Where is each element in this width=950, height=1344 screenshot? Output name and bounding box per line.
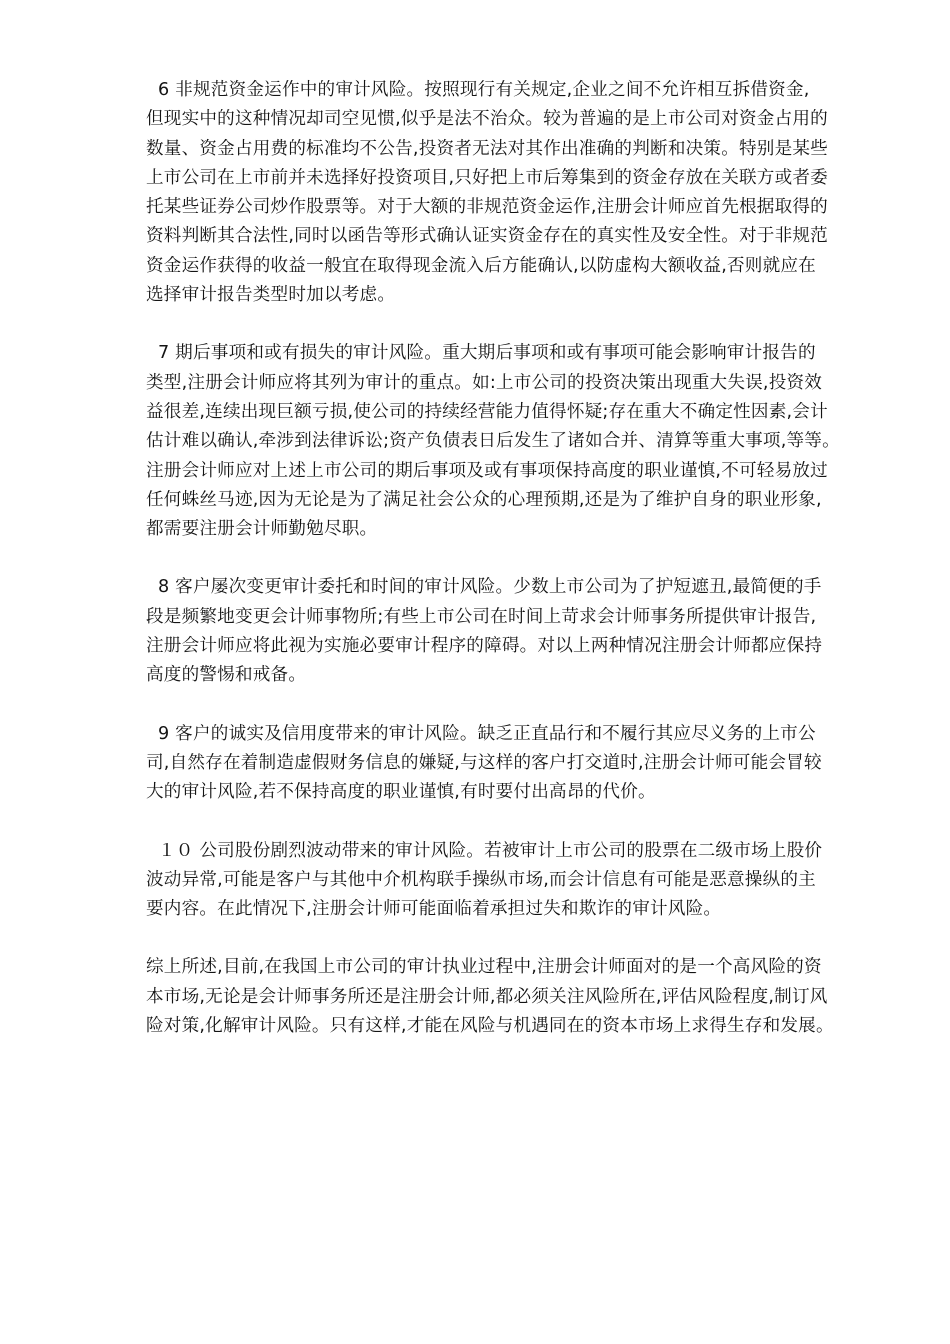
text-line: 都需要注册会计师勤勉尽职。 [146, 519, 378, 540]
text-line: 司,自然存在着制造虚假财务信息的嫌疑,与这样的客户打交道时,注册会计师可能会冒较 [146, 752, 822, 773]
text-line: 资料判断其合法性,同时以函告等形式确认证实资金存在的真实性及安全性。对于非规范 [146, 226, 828, 247]
paragraph-6-nonstandard-funds-risk [146, 76, 876, 310]
paragraph-7-subsequent-events-risk [146, 339, 876, 544]
text-line: 段是频繁地变更会计师事物所;有些上市公司在时间上苛求会计师事务所提供审计报告, [146, 606, 817, 627]
text-line: 益很差,连续出现巨额亏损,使公司的持续经营能力值得怀疑;存在重大不确定性因素,会计 [146, 401, 828, 422]
paragraph-8-auditor-change-risk [146, 573, 876, 690]
document-body [146, 76, 876, 1070]
text-line: 数量、资金占用费的标准均不公告,投资者无法对其作出准确的判断和决策。特别是某些 [146, 138, 828, 159]
paragraph-10-stock-volatility-risk [146, 837, 876, 925]
text-line: １０ 公司股份剧烈波动带来的审计风险。若被审计上市公司的股票在二级市场上股价 [158, 840, 823, 861]
text-line: 任何蛛丝马迹,因为无论是为了满足社会公众的心理预期,还是为了维护自身的职业形象, [146, 489, 822, 510]
text-line: 大的审计风险,若不保持高度的职业谨慎,有时要付出高昂的代价。 [146, 782, 656, 803]
text-line: 注册会计师应对上述上市公司的期后事项及或有事项保持高度的职业谨慎,不可轻易放过 [146, 460, 828, 481]
text-line: 波动异常,可能是客户与其他中介机构联手操纵市场,而会计信息有可能是恶意操纵的主 [146, 869, 816, 890]
text-line: 高度的警惕和戒备。 [146, 665, 307, 686]
text-line: 9 客户的诚实及信用度带来的审计风险。缺乏正直品行和不履行其应尽义务的上市公 [158, 723, 816, 744]
paragraph-conclusion [146, 953, 876, 1041]
text-line: 本市场,无论是会计师事务所还是注册会计师,都必须关注风险所在,评估风险程度,制订风 [146, 986, 828, 1007]
text-line: 上市公司在上市前并未选择好投资项目,只好把上市后筹集到的资金存放在关联方或者委 [146, 167, 828, 188]
text-line: 要内容。在此情况下,注册会计师可能面临着承担过失和欺诈的审计风险。 [146, 899, 722, 920]
text-line: 资金运作获得的收益一般宜在取得现金流入后方能确认,以防虚构大额收益,否则就应在 [146, 255, 816, 276]
text-line: 但现实中的这种情况却司空见惯,似乎是法不治众。较为普遍的是上市公司对资金占用的 [146, 109, 828, 130]
text-line: 8 客户屡次变更审计委托和时间的审计风险。少数上市公司为了护短遮丑,最简便的手 [158, 577, 822, 598]
paragraph-9-client-integrity-risk [146, 720, 876, 808]
text-line: 选择审计报告类型时加以考虑。 [146, 285, 396, 306]
text-line: 注册会计师应将此视为实施必要审计程序的障碍。对以上两种情况注册会计师都应保持 [146, 636, 823, 657]
text-line: 类型,注册会计师应将其列为审计的重点。如:上市公司的投资决策出现重大失误,投资效 [146, 372, 823, 393]
text-line: 险对策,化解审计风险。只有这样,才能在风险与机遇同在的资本市场上求得生存和发展。 [146, 1016, 834, 1037]
text-line: 7 期后事项和或有损失的审计风险。重大期后事项和或有事项可能会影响审计报告的 [158, 343, 816, 364]
text-line: 托某些证券公司炒作股票等。对于大额的非规范资金运作,注册会计师应首先根据取得的 [146, 197, 828, 218]
text-line: 综上所述,目前,在我国上市公司的审计执业过程中,注册会计师面对的是一个高风险的资 [146, 957, 822, 978]
text-line: 6 非规范资金运作中的审计风险。按照现行有关规定,企业之间不允许相互拆借资金, [158, 80, 810, 100]
text-line: 估计难以确认,牵涉到法律诉讼;资产负债表日后发生了诸如合并、清算等重大事项,等等。 [146, 431, 840, 452]
